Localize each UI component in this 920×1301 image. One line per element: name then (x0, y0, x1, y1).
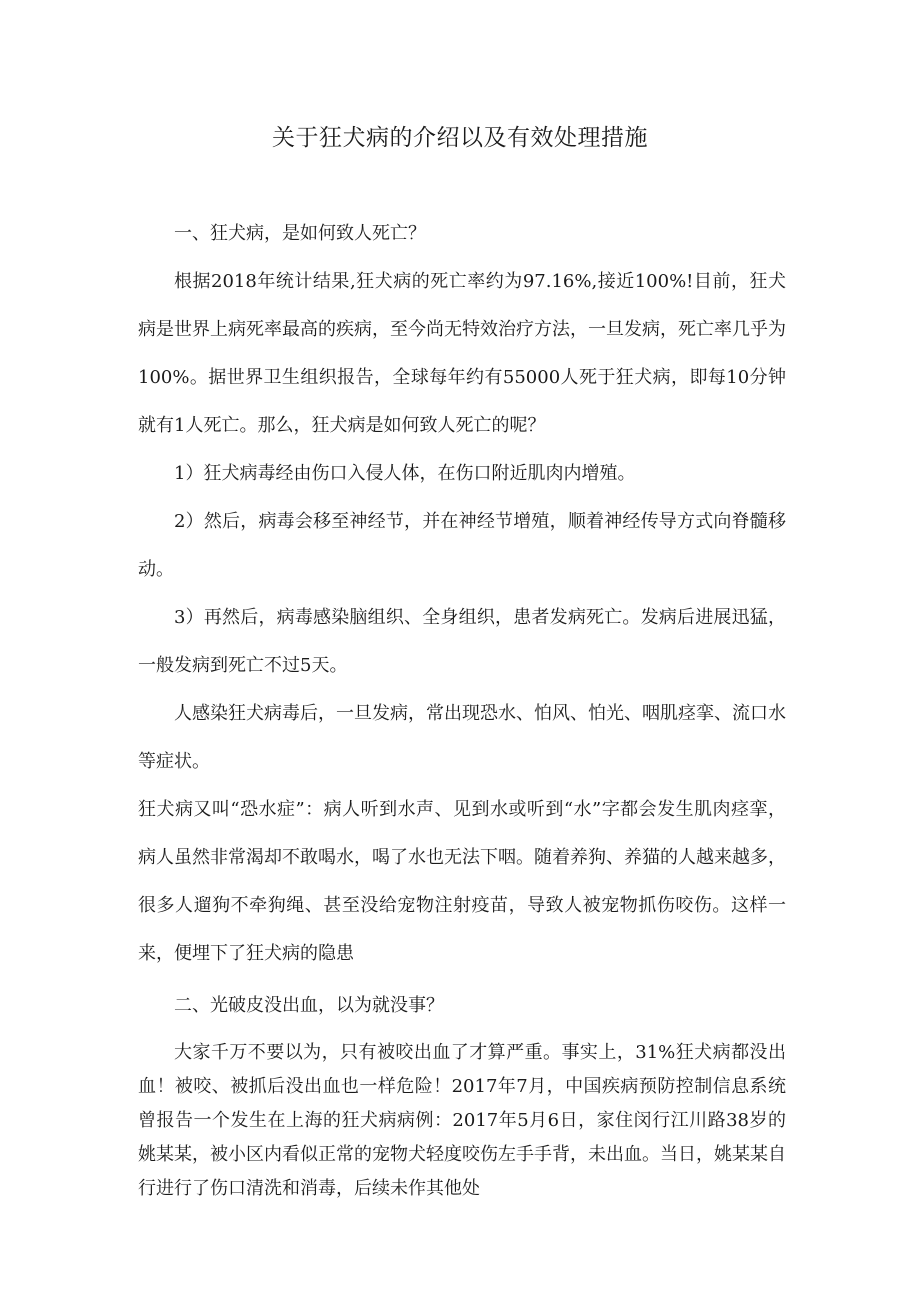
paragraph-case-report: 大家千万不要以为，只有被咬出血了才算严重。事实上，31%狂犬病都没出血！被咬、被抓后没出血也一样危险！2017年7月，中国疾病预防控制信息系统曾报告一个发生在上海的狂犬病病例：2017年5月6日，家住闵行江川路38岁的姚某某，被小区内看似正常的宠物犬轻度咬伤左手手背，未出血。当日，姚某某自行进行了伤口清洗和消毒，后续未作其他处 (138, 1042, 786, 1199)
paragraph-step-1: 1）狂犬病毒经由伤口入侵人体，在伤口附近肌肉内增殖。 (174, 463, 636, 484)
document-title: 关于狂犬病的介绍以及有效处理措施 (272, 125, 648, 151)
section-heading-1: 一、狂犬病，是如何致人死亡？ (174, 223, 426, 244)
section-heading-2: 二、光破皮没出血，以为就没事？ (174, 995, 444, 1016)
paragraph-hydrophobia: 狂犬病又叫“恐水症”：病人听到水声、见到水或听到“水”字都会发生肌肉痉挛，病人虽然非常渴却不敢喝水，喝了水也无法下咽。随着养狗、养猫的人越来越多，很多人遛狗不牵狗绳、甚至没给宠物注射疫苗，导致人被宠物抓伤咬伤。这样一来，便埋下了狂犬病的隐患 (138, 799, 786, 964)
paragraph-step-2: 2）然后，病毒会移至神经节，并在神经节增殖，顺着神经传导方式向脊髓移动。 (138, 511, 786, 580)
paragraph-mortality: 根据2018年统计结果,狂犬病的死亡率约为97.16%,接近100%!目前，狂犬病是世界上病死率最高的疾病，至今尚无特效治疗方法，一旦发病，死亡率几乎为100%。据世界卫生组织报告，全球每年约有55000人死于狂犬病，即每10分钟就有1人死亡。那么，狂犬病是如何致人死亡的呢？ (138, 271, 786, 436)
paragraph-symptoms: 人感染狂犬病毒后，一旦发病，常出现恐水、怕风、怕光、咽肌痉挛、流口水等症状。 (138, 703, 786, 772)
paragraph-step-3: 3）再然后，病毒感染脑组织、全身组织，患者发病死亡。发病后进展迅猛，一般发病到死亡不过5天。 (138, 607, 786, 676)
document-body (138, 210, 786, 1206)
